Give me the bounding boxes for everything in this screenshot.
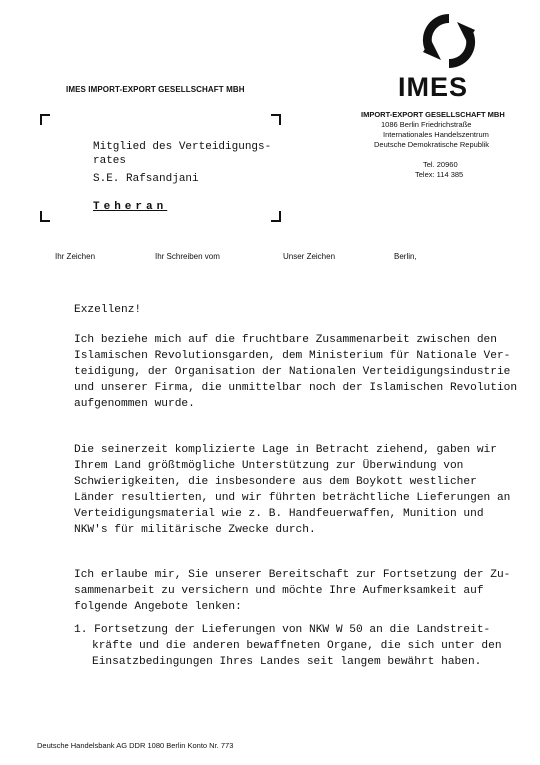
company-address-line: IMPORT-EXPORT GESELLSCHAFT MBH xyxy=(361,110,505,119)
recipient-name: S.E. Rafsandjani xyxy=(93,173,199,185)
company-address-line: 1086 Berlin Friedrichstraße xyxy=(381,120,472,129)
recipient-line: Mitglied des Verteidigungs- xyxy=(93,141,272,153)
text-line: NKW's für militärische Zwecke durch. xyxy=(74,524,316,536)
company-address-line: Internationales Handelszentrum xyxy=(383,130,489,139)
bank-details-footer: Deutsche Handelsbank AG DDR 1080 Berlin Konto Nr. 773 xyxy=(37,741,234,750)
telephone-number: Tel. 20960 xyxy=(423,160,458,169)
address-window-corner xyxy=(40,211,50,222)
text-line: Schwierigkeiten, die insbesondere aus dem Boykott westlicher xyxy=(74,476,477,488)
ref-unser-zeichen: Unser Zeichen xyxy=(283,252,336,261)
text-line: Länder resultierten, und wir führten beträchtliche Lieferungen an xyxy=(74,492,511,504)
company-address-line: Deutsche Demokratische Republik xyxy=(374,140,490,149)
paragraph-1 xyxy=(74,332,518,412)
text-line: Verteidigungsmaterial wie z. B. Handfeuerwaffen, Munition und xyxy=(74,508,484,520)
circular-arrows-logo-icon xyxy=(419,10,479,72)
address-window-corner xyxy=(40,114,50,125)
text-line: aufgenommen wurde. xyxy=(74,398,195,410)
text-line: Einsatzbedingungen Ihres Landes seit langem bewährt haben. xyxy=(92,656,482,668)
recipient-line: rates xyxy=(93,155,127,167)
address-window-corner xyxy=(271,114,281,125)
text-line: Islamischen Revolutionsgarden, dem Ministerium für Nationale Ver- xyxy=(74,350,511,362)
text-line: Ich erlaube mir, Sie unserer Bereitschaft zur Fortsetzung der Zu- xyxy=(74,569,511,581)
text-line: 1. Fortsetzung der Lieferungen von NKW W 50 an die Landstreit- xyxy=(74,624,491,636)
ref-place-date: Berlin, xyxy=(394,252,417,261)
text-line: Die seinerzeit komplizierte Lage in Betracht ziehend, gaben wir xyxy=(74,444,497,456)
text-line: und unserer Firma, die unmittelbar noch der Islamischen Revolution xyxy=(74,382,518,394)
ref-ihr-zeichen: Ihr Zeichen xyxy=(55,252,96,261)
telex-number: Telex: 114 385 xyxy=(415,170,464,179)
address-window-corner xyxy=(271,211,281,222)
text-line: Ich beziehe mich auf die fruchtbare Zusammenarbeit zwischen den xyxy=(74,334,497,346)
ref-ihr-schreiben: Ihr Schreiben vom xyxy=(155,252,220,261)
brand-wordmark: IMES xyxy=(398,72,469,102)
text-line: teidigung, der Organisation der Nationalen Verteidigungsindustrie xyxy=(74,366,511,378)
text-line: kräfte und die anderen bewaffneten Organe, die sich unter den xyxy=(92,640,502,652)
text-line: folgende Angebote lenken: xyxy=(74,601,242,613)
text-line: sammenarbeit zu versichern und möchte Ihre Aufmerksamkeit auf xyxy=(74,585,484,597)
paragraph-2 xyxy=(74,442,511,538)
text-line: Ihrem Land größtmögliche Unterstützung zur Überwindung von xyxy=(74,460,464,472)
list-item-1 xyxy=(74,622,502,670)
recipient-city: Teheran xyxy=(93,201,168,213)
paragraph-3 xyxy=(74,567,511,615)
company-name-line: IMES IMPORT-EXPORT GESELLSCHAFT MBH xyxy=(66,85,245,94)
salutation: Exzellenz! xyxy=(74,304,142,316)
